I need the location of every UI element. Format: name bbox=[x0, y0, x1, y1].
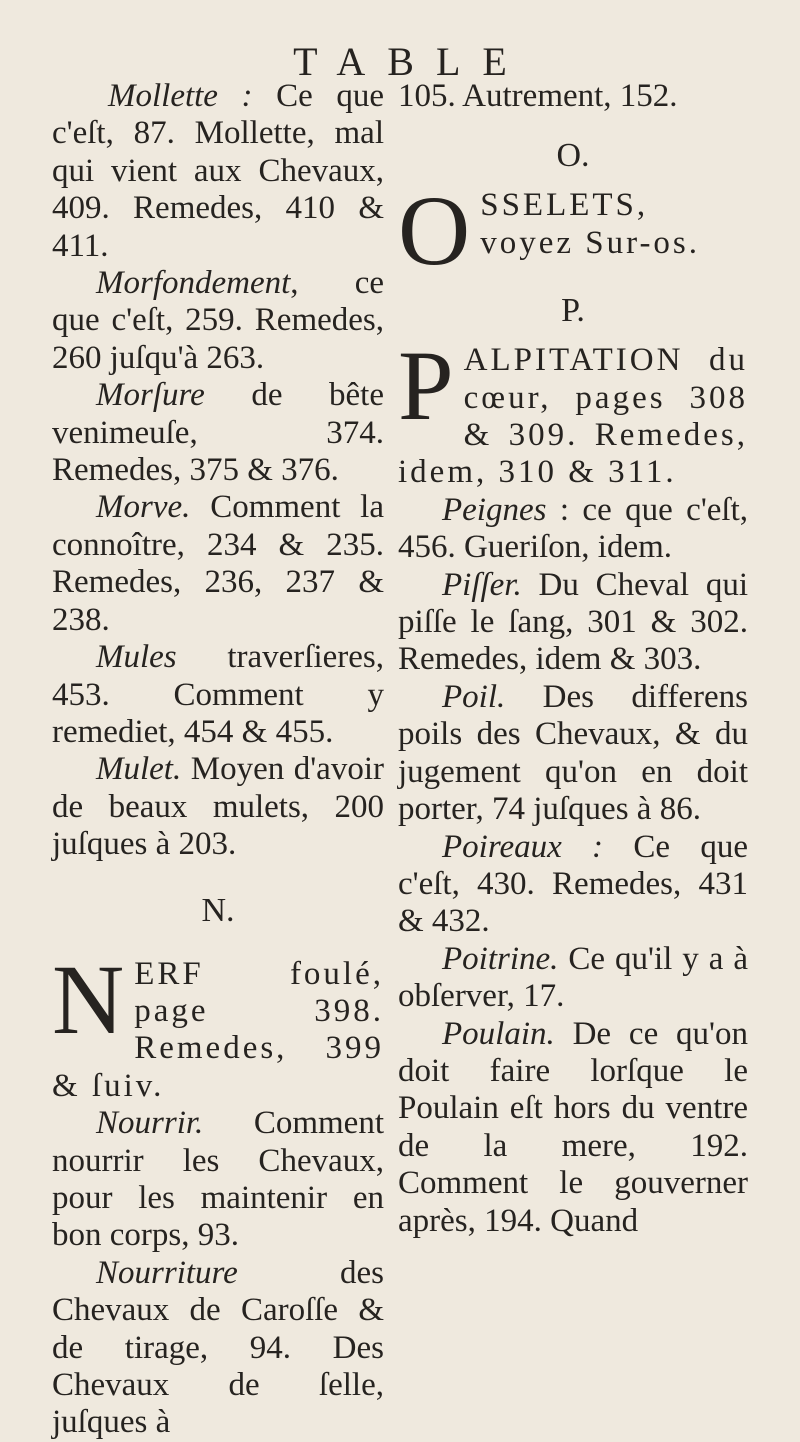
entry-text: : ce que c'eſt, 456. Gueriſon, idem. bbox=[398, 491, 748, 566]
dropcap-letter: P bbox=[398, 330, 454, 442]
page-header: TABLE bbox=[293, 39, 529, 84]
entry-keyword: Piſſer. bbox=[442, 566, 522, 603]
index-entry bbox=[52, 377, 384, 489]
entry-keyword: Poil. bbox=[442, 678, 506, 715]
entry-text: De ce qu'on doit faire lorſque le Poulain eſt hors du ventre de la mere, 192. Comment le gouverner après, 194. Quand bbox=[398, 1015, 748, 1239]
dropcap-letter: O bbox=[398, 175, 471, 287]
entry-keyword: Mollette : bbox=[108, 78, 253, 114]
section-letter-n: N. bbox=[201, 891, 235, 929]
index-entry bbox=[52, 943, 384, 1106]
entry-keyword: Mulet. bbox=[96, 751, 182, 788]
entry-keyword: Morve. bbox=[96, 489, 191, 526]
index-entry bbox=[52, 639, 384, 751]
entry-text: Ce que c'eſt, 430. Remedes, 431 & 432. bbox=[398, 828, 748, 940]
section-letter-o: O. bbox=[556, 137, 590, 175]
entry-text: Comment nourrir les Chevaux, pour les maintenir en bon corps, 93. bbox=[52, 1105, 384, 1254]
entry-keyword: Poireaux : bbox=[442, 828, 604, 865]
entry-text: Du Cheval qui piſſe le ſang, 301 & 302. Remedes, idem & 303. bbox=[398, 566, 748, 678]
entry-text: des Chevaux de Caroſſe & de tirage, 94. Des Chevaux de ſelle, juſques à bbox=[52, 1254, 384, 1441]
index-entry bbox=[398, 330, 748, 492]
index-entry bbox=[398, 567, 748, 679]
index-entry bbox=[52, 1105, 384, 1255]
section-letter-p: P. bbox=[561, 292, 585, 330]
entry-keyword: Peignes bbox=[442, 491, 547, 528]
entry-text: , ce que c'eſt, 259. Remedes, 260 juſqu'à 263. bbox=[52, 265, 384, 376]
entry-text: Comment la connoître, 234 & 235. Remedes, 236, 237 & 238. bbox=[52, 489, 384, 638]
entry-text: Des differens poils des Chevaux, & du jugement qu'on en doit porter, 74 juſques à 86. bbox=[398, 678, 748, 828]
index-entry bbox=[52, 1255, 384, 1442]
continuation-line: 105. Autrement, 152. bbox=[398, 78, 678, 114]
entry-keyword: Nourriture bbox=[96, 1254, 238, 1291]
index-entry bbox=[52, 489, 384, 639]
dropcap-letter: N bbox=[52, 943, 125, 1055]
entry-text: Moyen d'avoir de beaux mulets, 200 juſques à 203. bbox=[52, 751, 384, 863]
entry-text: ERF foulé, page 398. Remedes, 399 & ſuiv. bbox=[52, 955, 384, 1104]
index-entry bbox=[398, 829, 748, 941]
entry-text: de bête venimeuſe, 374. Remedes, 375 & 376. bbox=[52, 377, 384, 489]
index-entry bbox=[398, 492, 748, 567]
index-entry bbox=[398, 679, 748, 829]
entry-text: traverſieres, 453. Comment y remediet, 454 & 455. bbox=[52, 639, 384, 750]
index-entry bbox=[52, 751, 384, 863]
left-column bbox=[52, 78, 384, 1442]
entry-keyword: Morſure bbox=[96, 377, 205, 414]
entry-text: ALPITATION du cœur, pages 308 & 309. Remedes, idem, 310 & 311. bbox=[398, 342, 748, 491]
entry-keyword: Poitrine. bbox=[442, 940, 559, 977]
index-entry bbox=[398, 941, 748, 1016]
right-column bbox=[398, 78, 748, 1240]
entry-keyword: Poulain. bbox=[442, 1015, 555, 1052]
index-entry bbox=[52, 78, 384, 265]
entry-keyword: Nourrir. bbox=[96, 1105, 204, 1142]
entry-text: Ce que c'eſt, 87. Mollette, mal qui vient aux Chevaux, 409. Remedes, 410 & 411. bbox=[52, 78, 384, 264]
index-entry bbox=[398, 175, 748, 287]
index-entry bbox=[52, 265, 384, 377]
entry-text: Ce qu'il y a à obſerver, 17. bbox=[398, 940, 748, 1015]
index-entry bbox=[398, 1016, 748, 1240]
entry-keyword: Mules bbox=[96, 639, 177, 676]
entry-text: SSELETS, voyez Sur-os. bbox=[480, 187, 701, 261]
entry-keyword: Morfondement bbox=[96, 265, 291, 302]
